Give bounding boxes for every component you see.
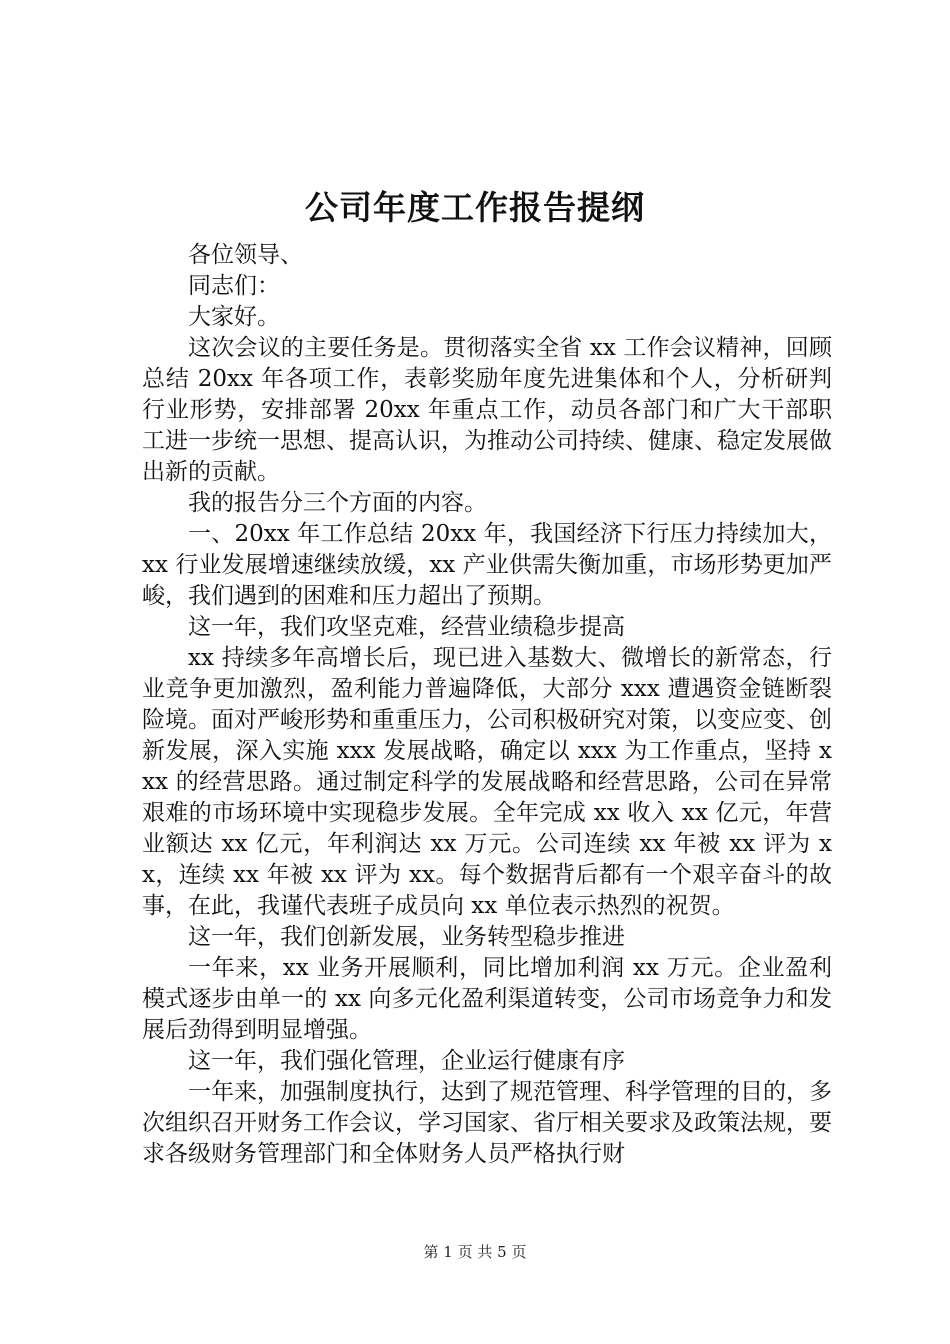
subheading-innovation: 这一年，我们创新发展，业务转型稳步推进 <box>188 924 625 950</box>
document-body <box>142 240 832 1170</box>
page-footer: 第 1 页 共 5 页 <box>423 1243 527 1261</box>
paragraph-management: 一年来，加强制度执行，达到了规范管理、科学管理的目的，多次组织召开财务工作会议，学习国家、省厅相关要求及政策法规，要求各级财务管理部门和全体财务人员严格执行财 <box>142 1079 832 1167</box>
subheading-performance: 这一年，我们攻坚克难，经营业绩稳步提高 <box>188 614 625 640</box>
document-title: 公司年度工作报告提纲 <box>305 188 645 227</box>
paragraph-performance: xx 持续多年高增长后，现已进入基数大、微增长的新常态，行业竞争更加激烈，盈利能力普遍降低，大部分 xxx 遭遇资金链断裂险境。面对严峻形势和重重压力，公司积极研究对策，以变应变、创新发展，深入实施 xxx 发展战略，确定以 xxx 为工作重点，坚持 xxx 的经营思路。通过制定科学的发展战略和经营思路，公司在异常艰难的市场环境中实现稳步发展。全年完成 xx 收入 xx 亿元，年营业额达 xx 亿元，年利润达 xx 万元。公司连续 xx 年被 xx 评为 xx，连续 xx 年被 xx 评为 xx。每个数据背后都有一个艰辛奋斗的故事，在此，我谨代表班子成员向 xx 单位表示热烈的祝贺。 <box>142 645 832 919</box>
paragraph-report-outline: 我的报告分三个方面的内容。 <box>188 490 487 516</box>
subheading-management: 这一年，我们强化管理，企业运行健康有序 <box>188 1048 625 1074</box>
salutation-comrades: 同志们： <box>188 273 280 299</box>
paragraph-meeting-tasks: 这次会议的主要任务是。贯彻落实全省 xx 工作会议精神，回顾总结 20xx 年各项工作，表彰奖励年度先进集体和个人，分析研判行业形势，安排部署 20xx 年重点工作，动员各部门和广大干部职工进一步统一思想、提高认识，为推动公司持续、健康、稳定发展做出新的贡献。 <box>142 335 832 485</box>
greeting: 大家好。 <box>188 304 280 330</box>
salutation-leaders: 各位领导、 <box>188 242 303 268</box>
paragraph-innovation: 一年来，xx 业务开展顺利，同比增加利润 xx 万元。企业盈利模式逐步由单一的 xx 向多元化盈利渠道转变，公司市场竞争力和发展后劲得到明显增强。 <box>142 955 832 1043</box>
paragraph-section-one: 一、20xx 年工作总结 20xx 年，我国经济下行压力持续加大，xx 行业发展增速继续放缓，xx 产业供需失衡加重，市场形势更加严峻，我们遇到的困难和压力超出了预期。 <box>142 521 832 609</box>
